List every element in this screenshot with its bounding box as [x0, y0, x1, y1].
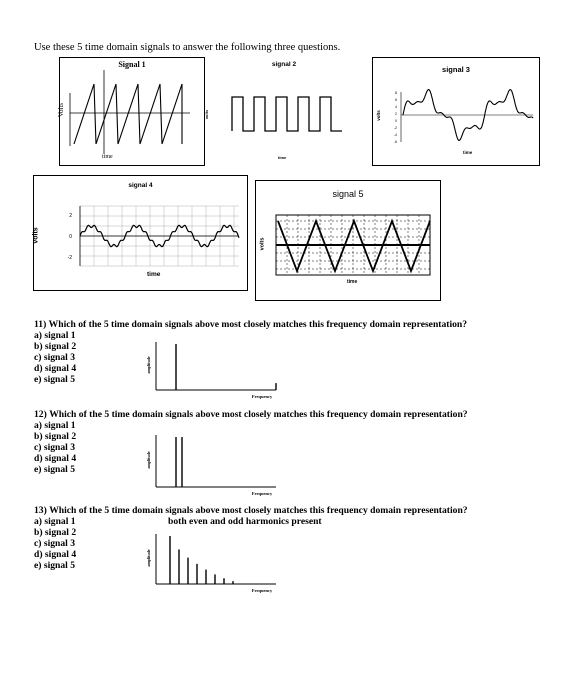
signal-2-panel	[204, 57, 354, 164]
spectrum-xlabel: Frequency	[251, 588, 273, 593]
question-12-option-e[interactable]: e) signal 5	[34, 464, 76, 475]
signal-3-ytick: 2	[395, 112, 397, 116]
spectrum-ylabel: amplitude	[146, 356, 151, 374]
signal-2-title: signal 2	[271, 61, 297, 68]
signal-2-plot	[214, 57, 354, 164]
signal-5-ylabel: volts	[259, 237, 266, 251]
signal-3-ytick: -4	[393, 133, 397, 137]
question-11-option-e[interactable]: e) signal 5	[34, 374, 76, 385]
signal-3-ytick: 0	[395, 119, 397, 123]
signal-1-panel	[59, 57, 205, 166]
signal-5-xlabel: time	[347, 279, 358, 285]
signal-3-ytick: -2	[393, 126, 397, 130]
signal-1-plot	[60, 58, 204, 165]
signal-3-xlabel: time	[463, 150, 473, 155]
signal-2-xlabel: time	[278, 155, 287, 160]
question-13-option-d[interactable]: d) signal 4	[34, 549, 77, 560]
signal-3-ytick: 6	[395, 98, 397, 102]
signal-1-xlabel: time	[102, 154, 113, 160]
signal-1-waveform	[74, 84, 182, 144]
signal-1-title: Signal 1	[118, 60, 146, 69]
signal-2-ylabel: volts	[204, 109, 210, 120]
spectrum-xlabel: Frequency	[251, 491, 273, 496]
spectrum-xlabel: Frequency	[251, 394, 273, 399]
question-13-number: 13)	[34, 505, 47, 516]
question-11-option-c[interactable]: c) signal 3	[34, 352, 76, 363]
question-12-option-a[interactable]: a) signal 1	[34, 420, 76, 431]
question-12-option-d[interactable]: d) signal 4	[34, 453, 77, 464]
signal-3-ytick: -6	[393, 140, 397, 144]
signal-1-ylabel: Volts	[57, 102, 66, 118]
intro-text: Use these 5 time domain signals to answer the following three questions.	[34, 42, 341, 53]
question-11-option-b[interactable]: b) signal 2	[34, 341, 77, 352]
signal-3-plot	[373, 58, 539, 165]
signal-3-panel	[372, 57, 540, 166]
question-13-option-c[interactable]: c) signal 3	[34, 538, 76, 549]
signal-2-waveform	[232, 97, 342, 131]
question-12-option-c[interactable]: c) signal 3	[34, 442, 76, 453]
signal-4-xlabel: time	[147, 271, 161, 278]
signal-3-ylabel: volts	[375, 110, 381, 121]
spectrum-ylabel: amplitude	[146, 451, 151, 469]
signal-3-title: signal 3	[442, 65, 470, 74]
question-12-number: 12)	[34, 409, 47, 420]
signal-4-title: signal 4	[128, 182, 153, 189]
signal-3-ytick: 8	[395, 91, 397, 95]
signal-4-ytick: -2	[67, 255, 72, 261]
spectrum-ylabel: amplitude	[146, 549, 151, 567]
question-13-option-b[interactable]: b) signal 2	[34, 527, 77, 538]
signal-4-panel	[33, 175, 248, 291]
question-11-option-a[interactable]: a) signal 1	[34, 330, 76, 341]
signal-5-panel	[255, 180, 441, 301]
signal-4-ylabel: volts	[32, 227, 40, 244]
question-12-text: Which of the 5 time domain signals above most closely matches this frequency domain representation?	[49, 409, 468, 420]
signal-4-plot	[34, 176, 247, 290]
question-11-spectrum	[142, 340, 292, 402]
question-13-text: Which of the 5 time domain signals above most closely matches this frequency domain representation?	[49, 505, 468, 516]
signal-4-ytick: 2	[69, 213, 72, 219]
question-11-number: 11)	[34, 319, 47, 330]
question-11-text: Which of the 5 time domain signals above most closely matches this frequency domain representation?	[48, 319, 468, 330]
question-13-note: both even and odd harmonics present	[168, 516, 322, 527]
signal-4-ytick: 0	[69, 234, 72, 240]
question-13-spectrum	[142, 532, 292, 596]
question-13-option-a[interactable]: a) signal 1	[34, 516, 76, 527]
signal-5-title: signal 5	[332, 189, 364, 199]
question-12-option-b[interactable]: b) signal 2	[34, 431, 77, 442]
signal-3-ytick: 4	[395, 105, 397, 109]
question-11-option-d[interactable]: d) signal 4	[34, 363, 77, 374]
question-13-option-e[interactable]: e) signal 5	[34, 560, 76, 571]
question-12-spectrum	[142, 433, 292, 499]
